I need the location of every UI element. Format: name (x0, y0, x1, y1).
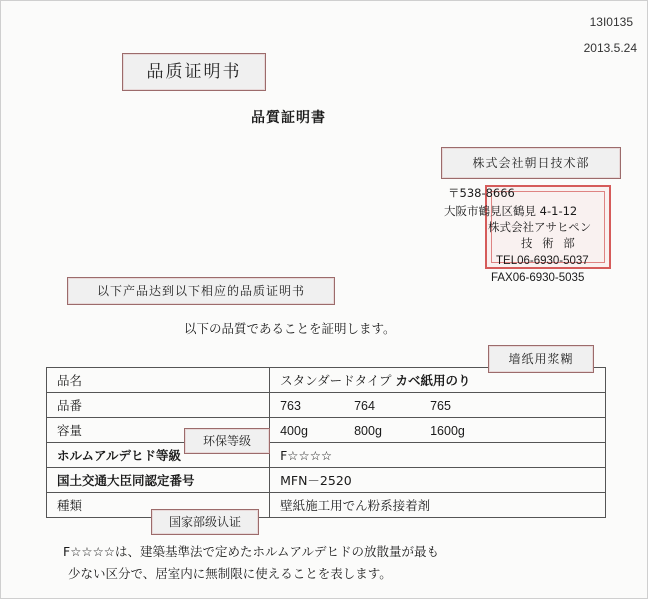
row-key-type: 種類 (47, 493, 270, 518)
capacity-2: 800g (354, 423, 382, 438)
capacity-3: 1600g (430, 423, 465, 438)
issuer-tel: TEL06-6930-5037 (496, 255, 589, 267)
row-value-product-number (270, 393, 606, 418)
spec-table (46, 367, 606, 518)
row-key-product-number: 品番 (47, 393, 270, 418)
table-row (47, 468, 606, 493)
wallpaper-glue-label: 墙纸用浆糊 (488, 345, 594, 373)
eco-grade-label: 环保等级 (184, 428, 270, 454)
product-number-2: 764 (354, 398, 375, 413)
description-label: 以下产品达到以下相应的品质证明书 (67, 277, 335, 305)
product-number-3: 765 (430, 398, 451, 413)
row-key-capacity: 容量 (47, 418, 270, 443)
row-key-certification-number: 国土交通大臣同認定番号 (47, 468, 270, 493)
row-value-type: 壁紙施工用でん粉系接着剤 (270, 493, 606, 518)
chinese-title-label: 品质证明书 (122, 53, 266, 91)
document-date: 2013.5.24 (583, 41, 637, 55)
national-certification-label: 国家部级认证 (151, 509, 259, 535)
footnote-line-1: F☆☆☆☆は、建築基準法で定めたホルムアルデヒドの放散量が最も (63, 544, 440, 559)
row-value-certification-number: MFN－2520 (270, 468, 606, 493)
capacity-1: 400g (280, 423, 308, 438)
row-key-formaldehyde-grade: ホルムアルデヒド等級 (47, 443, 270, 468)
row-value-formaldehyde-grade: F☆☆☆☆ (270, 443, 606, 468)
document-number: 13I0135 (589, 15, 633, 29)
table-row (47, 418, 606, 443)
postal-code: 〒538-8666 (448, 186, 515, 200)
row-key-product-name: 品名 (47, 368, 270, 393)
table-row (47, 493, 606, 518)
footnote-line-2: 少ない区分で、居室内に無制限に使えることを表します。 (68, 566, 392, 581)
product-number-1: 763 (280, 398, 301, 413)
company-name-label: 株式会社朝日技术部 (441, 147, 621, 179)
row-value-capacity (270, 418, 606, 443)
product-name: カベ紙用のり (395, 373, 471, 388)
issuer-company: 株式会社アサヒペン (488, 220, 592, 234)
table-row (47, 443, 606, 468)
certify-statement: 以下の品質であることを証明します。 (184, 321, 396, 336)
issuer-fax: FAX06-6930-5035 (491, 272, 585, 284)
table-row (47, 393, 606, 418)
issuer-address: 大阪市鶴見区鶴見 4-1-12 (444, 204, 578, 218)
product-type: スタンダードタイプ (280, 373, 392, 388)
document-title: 品質証明書 (251, 110, 326, 126)
issuer-department: 技 術 部 (521, 236, 578, 250)
